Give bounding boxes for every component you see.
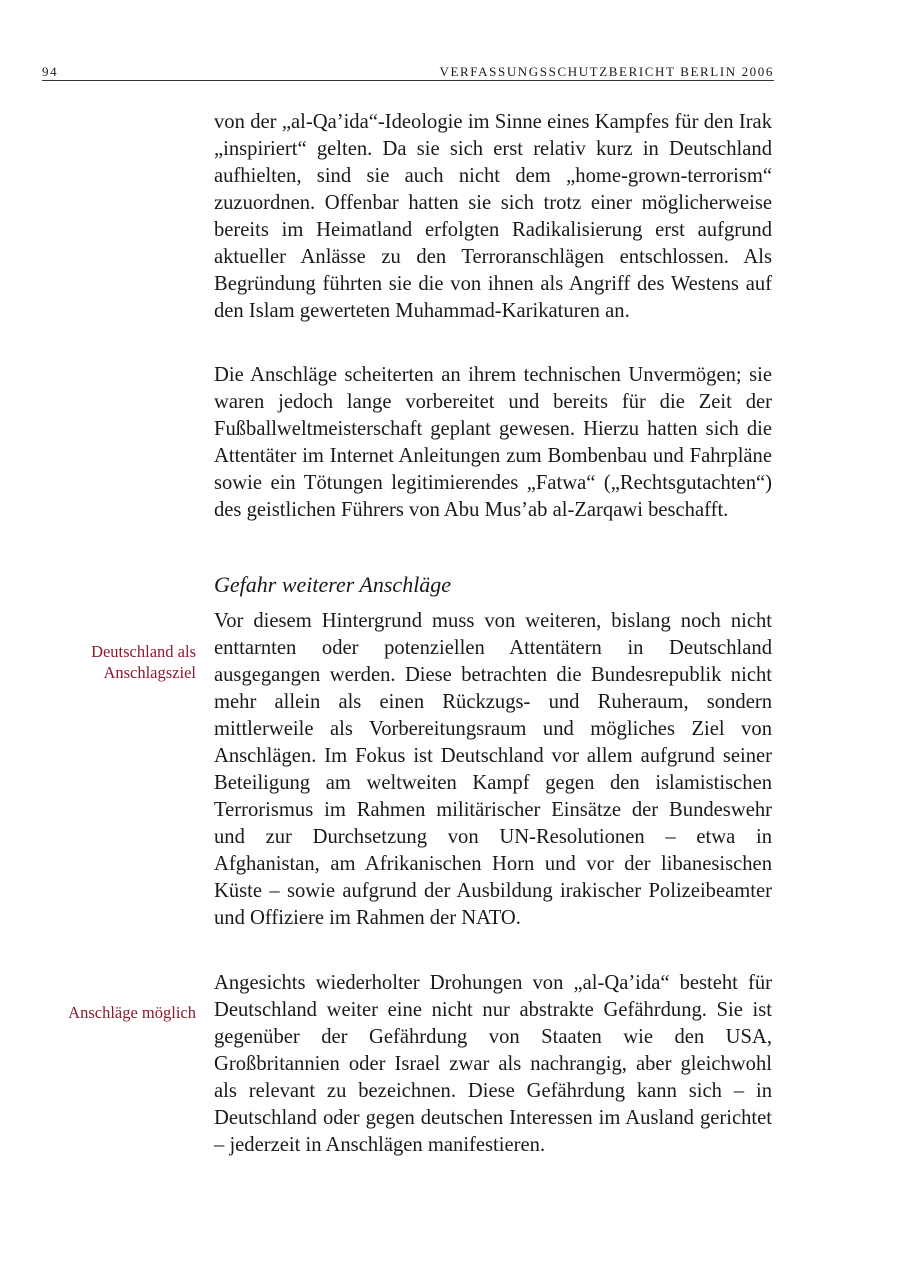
paragraph-3-block [214, 608, 772, 932]
paragraph-4: Angesichts wiederholter Drohungen von „al-Qa’ida“ besteht für Deutschland weiter eine nicht nur abstrakte Gefährdung. Sie ist gegenüber der Gefährdung von Staaten wie den USA, Großbritannien oder Israel zwar als nachrangig, aber gleichwohl als relevant zu bezeichnen. Diese Gefährdung kann sich – in Deutschland oder gegen deutschen Interessen im Ausland gerichtet – jederzeit in Anschlägen manifestieren. [214, 972, 772, 1156]
margin-note-line: Anschlagsziel [103, 663, 196, 682]
running-title: VERFASSUNGSSCHUTZBERICHT BERLIN 2006 [439, 64, 774, 79]
margin-note-deutschland-als-anschlagsziel [91, 641, 196, 683]
paragraph-2: Die Anschläge scheiterten an ihrem technischen Unvermögen; sie waren jedoch lange vorbereitet und bereits für die Zeit der Fußballweltmeisterschaft geplant gewesen. Hierzu hatten sich die Attentäter im Internet Anleitungen zum Bombenbau und Fahrpläne sowie ein Tötungen legitimierendes „Fatwa“ („Rechtsgutachten“) des geistlichen Führers von Abu Mus’ab al-Zarqawi beschafft. [214, 364, 772, 521]
paragraph-3: Vor diesem Hintergrund muss von weiteren, bislang noch nicht enttarnten oder potenziellen Attentätern in Deutschland ausgegangen werden. Diese betrachten die Bundesrepublik nicht mehr allein als einen Rückzugs- und Ruheraum, sondern mittlerweile als Vorbereitungsraum und mögliches Ziel von Anschlägen. Im Fokus ist Deutschland vor allem aufgrund seiner Beteiligung am weltweiten Kampf gegen den islamistischen Terrorismus im Rahmen militärischer Einsätze der Bundeswehr und zur Durchsetzung von UN-Resolutionen – etwa in Afghanistan, am Afrikanischen Horn und vor der libanesischen Küste – sowie aufgrund der Ausbildung irakischer Polizeibeamter und Offiziere im Rahmen der NATO. [214, 610, 772, 929]
page-number: 94 [42, 64, 59, 79]
running-header [42, 62, 774, 81]
section-heading: Gefahr weiterer Anschläge [214, 572, 452, 597]
paragraph-4-block [214, 970, 772, 1159]
paragraph-2-block [214, 362, 772, 524]
paragraph-1-block [214, 109, 772, 325]
margin-note-anschlaege-moeglich: Anschläge möglich [68, 1003, 196, 1022]
margin-note-line: Deutschland als [91, 642, 196, 661]
paragraph-1: von der „al-Qa’ida“-Ideologie im Sinne eines Kampfes für den Irak „inspiriert“ gelten. Da sie sich erst relativ kurz in Deutschland aufhielten, sind sie auch nicht dem „home-grown-terrorism“ zuzuordnen. Offenbar hatten sie sich trotz einer möglicherweise bereits im Heimatland erfolgten Radikalisierung erst aufgrund aktueller Anlässe zu den Terroranschlägen entschlossen. Als Begründung führten sie die von ihnen als Angriff des Westens auf den Islam gewerteten Muhammad-Karikaturen an. [214, 111, 772, 322]
